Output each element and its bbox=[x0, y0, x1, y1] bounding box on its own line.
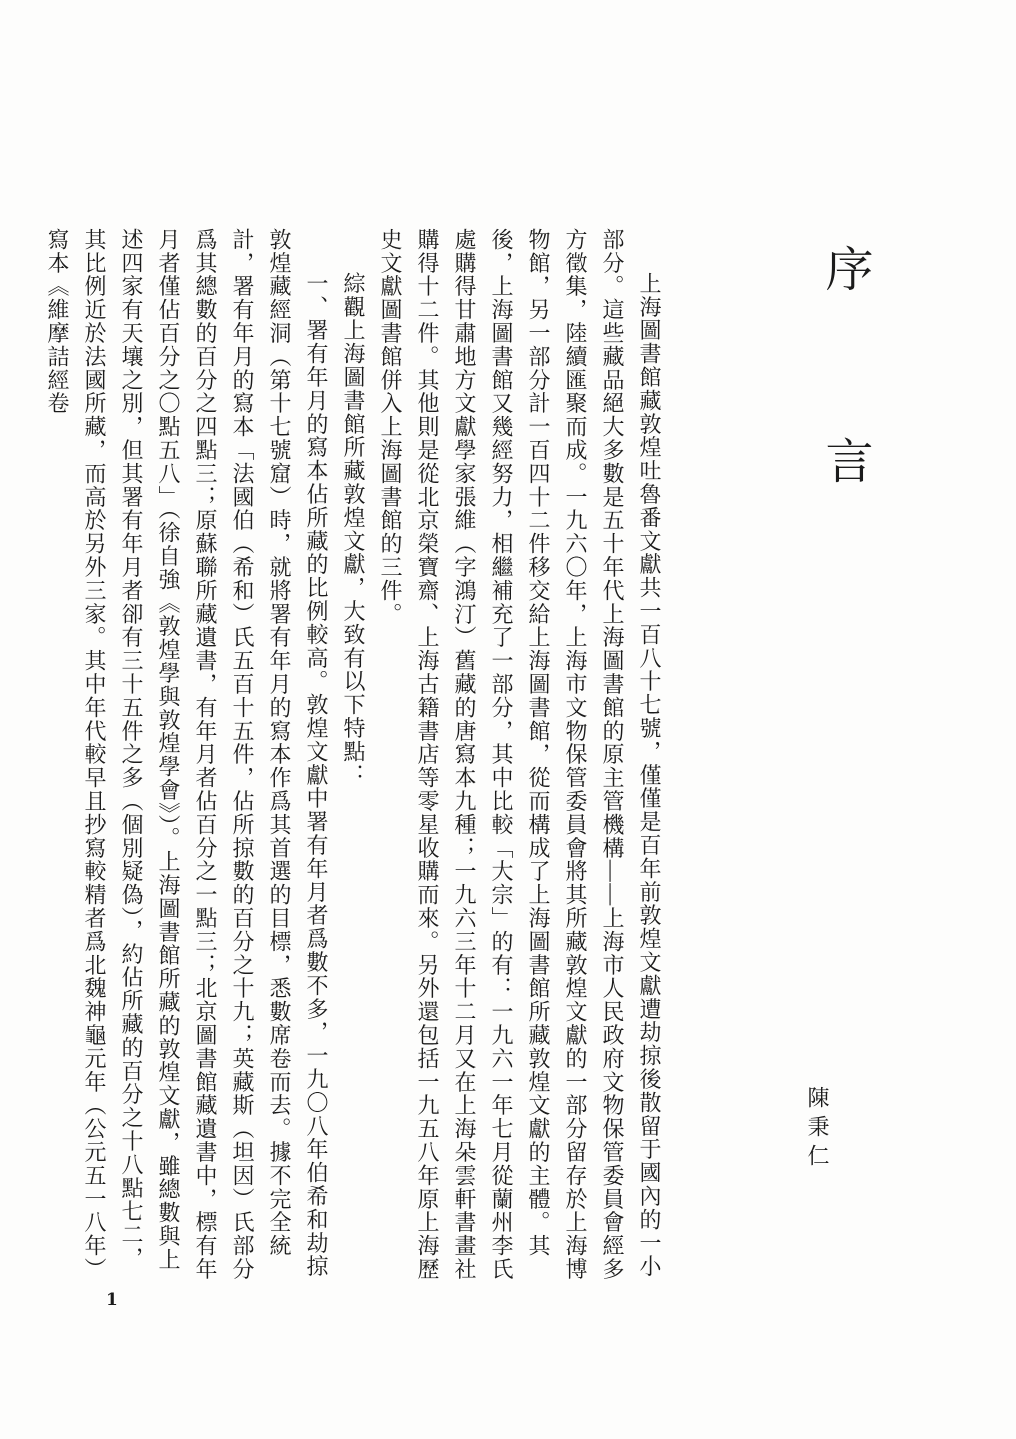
page-number: 1 bbox=[106, 1290, 118, 1310]
preface-body bbox=[45, 228, 668, 1286]
paragraph-3: 一、署有年月的寫本佔所藏的比例較高。敦煌文獻中署有年月者爲數不多，一九〇八年伯希和劫掠敦煌藏經洞（第十七號窟）時，就將署有年月的寫本作爲其首選的目標，悉數席卷而去。據不完全統計，署有年月的寫本「法國伯（希和）氏五百十五件，佔所掠數的百分之十九；英藏斯（坦因）氏部分爲其總數的百分之四點三；原蘇聯所藏遺書，有年月者佔百分之一點三；北京圖書館藏遺書中，標有年月者僅佔百分之〇點五八」（徐自強《敦煌學與敦煌學會》）。上海圖書館所藏的敦煌文獻，雖總數與上述四家有天壤之別，但其署有年月者卻有三十五件之多（個別疑偽），約佔所藏的百分之十八點七二，其比例近於法國所藏，而高於另外三家。其中年代較早且抄寫較精者爲北魏神龜元年（公元五一八年）寫本《維摩詰經卷 bbox=[45, 228, 329, 1281]
author-name: 陳秉仁 bbox=[805, 1086, 830, 1173]
page-title: 序言 bbox=[818, 244, 871, 628]
paragraph-2: 綜觀上海圖書館所藏敦煌文獻，大致有以下特點： bbox=[341, 272, 366, 787]
paragraph-1: 上海圖書館藏敦煌吐魯番文獻共一百八十七號，僅僅是百年前敦煌文獻遭劫掠後散留于國內的一小部分。這些藏品絕大多數是五十年代上海圖書館的原主管機構——上海市人民政府文物保管委員會經多方徵集，陸續匯聚而成。一九六〇年，上海市文物保管委員會將其所藏敦煌文獻的一部分留存於上海博物館，另一部分計一百四十二件移交給上海圖書館，從而構成了上海圖書館所藏敦煌文獻的主體。其後，上海圖書館又幾經努力，相繼補充了一部分，其中比較「大宗」的有：一九六一年七月從蘭州李氏處購得甘肅地方文獻學家張維（字鴻汀）舊藏的唐寫本九種；一九六三年十二月又在上海朵雲軒書畫社購得十二件。其他則是從北京榮寶齋、上海古籍書店等零星收購而來。另外還包括一九五八年原上海歷史文獻圖書館併入上海圖書館的三件。 bbox=[378, 228, 662, 1281]
